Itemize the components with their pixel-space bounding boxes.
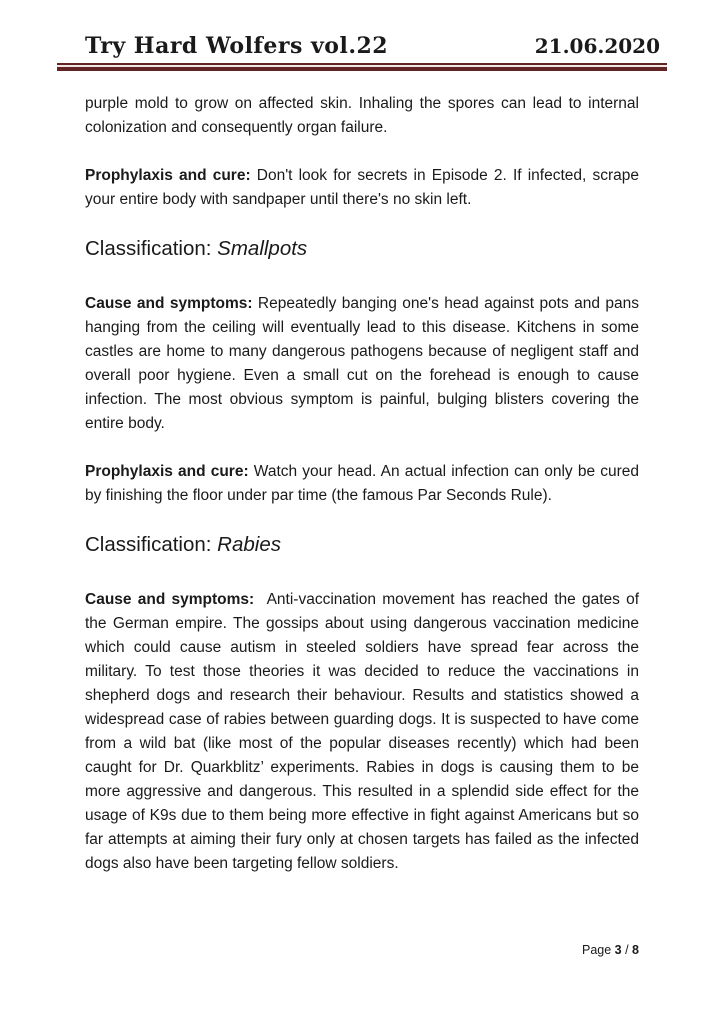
paragraph-prophylaxis-1 <box>85 164 639 212</box>
heading-prefix: Classification: <box>85 237 218 260</box>
paragraph-label: Cause and symptoms: <box>85 591 255 608</box>
section-heading-smallpots <box>85 236 639 262</box>
page-number-footer <box>582 942 639 958</box>
paragraph-prophylaxis-smallpots <box>85 460 639 508</box>
paragraph-text: Watch your head. An actual infection can only be cured by finishing the floor under par time (the famous Par Seconds Rule). <box>85 463 639 504</box>
heading-disease-name: Smallpots <box>217 237 308 260</box>
document-title: Try Hard Wolfers vol.22 <box>85 33 389 59</box>
heading-prefix: Classification: <box>85 533 218 556</box>
page-total: 8 <box>632 943 639 957</box>
section-heading-rabies <box>85 532 639 558</box>
paragraph-cause-smallpots <box>85 292 639 436</box>
page-separator: / <box>621 943 633 957</box>
page-header <box>85 33 660 59</box>
paragraph-cause-rabies <box>85 588 639 876</box>
document-date: 21.06.2020 <box>534 34 660 58</box>
paragraph-label: Prophylaxis and cure: <box>85 167 251 184</box>
paragraph-text: purple mold to grow on affected skin. Inhaling the spores can lead to internal colonization and consequently organ failure. <box>85 95 639 136</box>
paragraph-text: Anti-vaccination movement has reached the gates of the German empire. The gossips about using dangerous vaccination medicine which could cause autism in steeled soldiers have spread fear across the military. To test those theories it was decided to reduce the vaccinations in shepherd dogs and research their behaviour. Results and statistics showed a widespread case of rabies between guarding dogs. It is suspected to have come from a wild bat (like most of the popular diseases recently) which had been caught for Dr. Quarkblitz’ experiments. Rabies in dogs is causing them to be more aggressive and dangerous. This resulted in a splendid side effect for the usage of K9s due to them being more effective in fight against Americans but so far attempts at aiming their fury only at chosen targets has failed as the infected dogs also have been targeting fellow soldiers. <box>85 591 639 872</box>
paragraph-text: Don't look for secrets in Episode 2. If infected, scrape your entire body with sandpaper until there's no skin left. <box>85 167 639 208</box>
document-body <box>85 92 639 900</box>
heading-disease-name: Rabies <box>217 533 281 556</box>
header-divider <box>57 63 667 71</box>
page-label: Page <box>582 943 615 957</box>
paragraph-text: Repeatedly banging one's head against pots and pans hanging from the ceiling will eventually lead to this disease. Kitchens in some castles are home to many dangerous pathogens because of negligent staff and overall poor hygiene. Even a small cut on the forehead is enough to cause infection. The most obvious symptom is painful, bulging blisters covering the entire body. <box>85 295 639 432</box>
paragraph-label: Prophylaxis and cure: <box>85 463 249 480</box>
paragraph-label: Cause and symptoms: <box>85 295 253 312</box>
paragraph-continuation <box>85 92 639 140</box>
page-current: 3 <box>614 943 622 957</box>
header-divider-thick-line <box>57 67 667 71</box>
